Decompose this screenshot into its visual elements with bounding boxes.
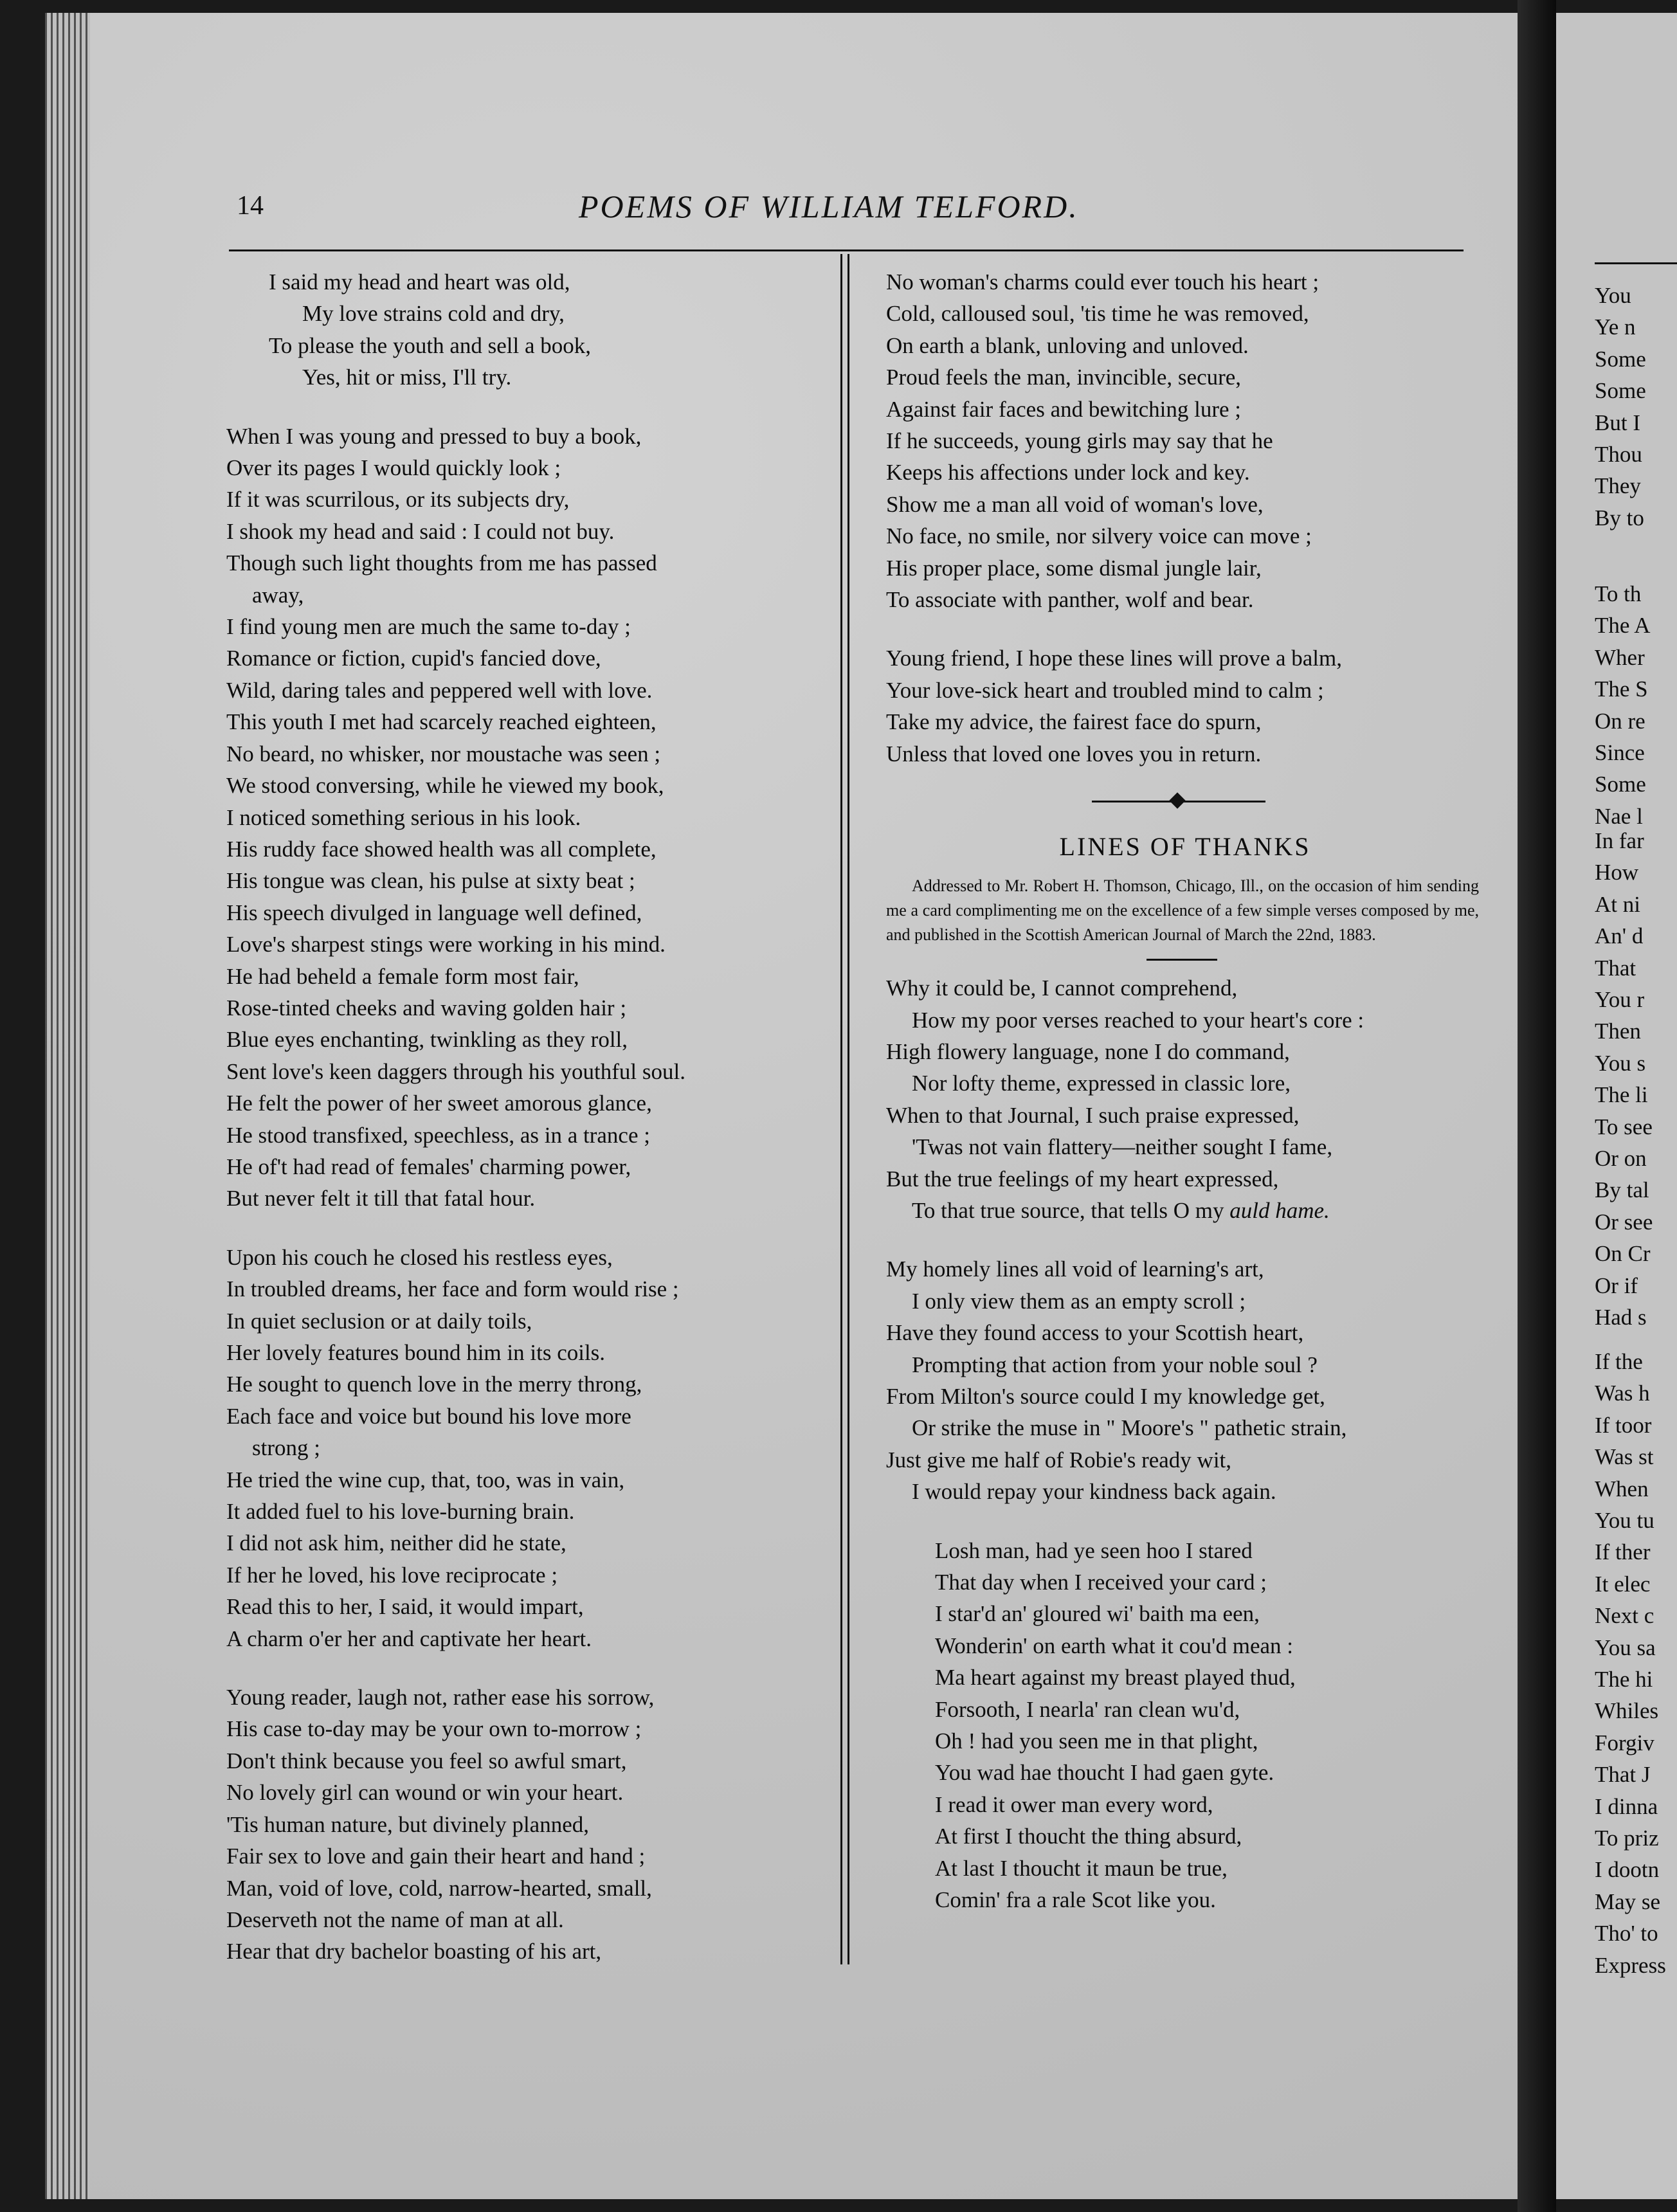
stanza-gap [226,1215,818,1242]
facing-page-line-fragment: You tu [1595,1508,1654,1533]
poem-line: Upon his couch he closed his restless eyes, [226,1244,613,1270]
facing-page-line-fragment: The li [1595,1082,1648,1108]
facing-page-line-fragment: At ni [1595,891,1640,917]
facing-page-line-fragment: Express [1595,1952,1666,1978]
stanza-gap [886,1226,1484,1253]
poem-line: Just give me half of Robie's ready wit, [886,1447,1232,1473]
facing-page-line-fragment: If toor [1595,1412,1652,1438]
poem-line: My love strains cold and dry, [302,301,565,327]
poem-line: Man, void of love, cold, narrow-hearted, small, [226,1875,652,1901]
thanks-stanza-2 [886,1253,1484,1507]
facing-page-line-fragment: Wher [1595,644,1645,670]
facing-page-line-fragment: But I [1595,410,1640,435]
poem-line: Keeps his affections under lock and key. [886,460,1250,485]
facing-page-line-fragment: On Cr [1595,1241,1651,1267]
poem-line: It added fuel to his love-burning brain. [226,1499,575,1525]
stanza [226,1242,818,1654]
poem-line: Fair sex to love and gain their heart and hand ; [226,1844,646,1869]
facing-page-line-fragment: Or if [1595,1273,1638,1298]
facing-page-line-fragment: The A [1595,613,1651,639]
poem-conclusion [886,266,1484,770]
facing-page-line-fragment: Then [1595,1019,1641,1044]
poem-line: Show me a man all void of woman's love, [886,491,1264,517]
facing-page-line-fragment: Nae l [1595,803,1643,829]
facing-page-fragment [1556,13,1677,2199]
poem-line: Have they found access to your Scottish heart, [886,1320,1304,1346]
facing-page-line-fragment: Next c [1595,1603,1654,1629]
book-gutter [1518,0,1556,2212]
page-number: 14 [237,191,264,221]
facing-page-line-fragment: How [1595,860,1639,885]
poem-line: Forsooth, I nearla' ran clean wu'd, [935,1696,1240,1722]
poem-line: away, [252,582,304,608]
poem-line: Her lovely features bound him in its coils. [226,1340,606,1365]
facing-page-line-fragment: Forgiv [1595,1730,1654,1755]
poem-line: I find young men are much the same to-day ; [226,614,631,640]
poem-line: Cold, calloused soul, 'tis time he was removed, [886,301,1309,327]
poem-line: His proper place, some dismal jungle lair, [886,555,1262,581]
right-column [886,266,1484,1916]
poem-line: He stood transfixed, speechless, as in a trance ; [226,1122,650,1148]
poem-line: Or strike the muse in " Moore's " pathetic strain, [912,1415,1347,1441]
poem-line: Comin' fra a rale Scot like you. [935,1887,1216,1913]
poem-line: To please the youth and sell a book, [269,332,592,358]
stanza [226,266,818,394]
facing-page-line-fragment: To see [1595,1114,1653,1139]
stanza-gap [226,1654,818,1682]
poem-line-italic: auld hame. [1229,1197,1330,1223]
poem-line: Your love-sick heart and troubled mind to calm ; [886,677,1324,703]
poem-line: To associate with panther, wolf and bear. [886,587,1254,613]
diamond-ornament-icon [1169,792,1185,808]
facing-page-line-fragment: Some [1595,378,1646,404]
facing-page-line-fragment: Was h [1595,1381,1650,1406]
poem-line: strong ; [252,1435,320,1461]
poem-line: Hear that dry bachelor boasting of his art, [226,1939,602,1964]
poem-line: Young reader, laugh not, rather ease his sorrow, [226,1685,655,1710]
poem-line: I did not ask him, neither did he state, [226,1530,567,1556]
poem-line: Though such light thoughts from me has passed [226,550,657,576]
poem-line: I star'd an' gloured wi' baith ma een, [935,1601,1260,1627]
poem-line: But the true feelings of my heart expressed, [886,1166,1279,1192]
poem-line: I said my head and heart was old, [269,269,570,295]
scots-stanza [886,1535,1484,1916]
facing-page-line-fragment: I dinna [1595,1793,1658,1819]
poem-line: Unless that loved one loves you in return. [886,741,1262,766]
poem-line: Proud feels the man, invincible, secure, [886,365,1242,390]
poem-line: A charm o'er her and captivate her heart. [226,1626,592,1651]
column-divider [840,254,849,1964]
poem-line: He of't had read of females' charming power, [226,1154,631,1179]
facing-page-line-fragment: Some [1595,346,1646,372]
facing-page-line-fragment: Was st [1595,1444,1654,1470]
poem-line: I shook my head and said : I could not buy. [226,518,615,544]
poem-line: This youth I met had scarcely reached eighteen, [226,709,657,735]
poem-line: At first I thoucht the thing absurd, [935,1824,1242,1849]
poem-line: His ruddy face showed health was all complete, [226,836,657,862]
running-head: POEMS OF WILLIAM TELFORD. [579,188,1079,224]
poem-line: But never felt it till that fatal hour. [226,1186,536,1211]
facing-page-line-fragment: Had s [1595,1305,1647,1330]
facing-page-line-fragment: I dootn [1595,1857,1660,1883]
poem-line: Against fair faces and bewitching lure ; [886,396,1242,422]
facing-page-line-fragment: That [1595,955,1636,981]
facing-page-line-fragment: To th [1595,581,1642,606]
stanza-gap [226,394,818,421]
stanza [226,1682,818,1968]
poem-line: In troubled dreams, her face and form would rise ; [226,1276,679,1302]
poem-line: Blue eyes enchanting, twinkling as they roll, [226,1027,628,1053]
stanza-gap [886,615,1484,642]
thanks-stanza-1 [886,972,1484,1195]
facing-page-line-fragment: Thou [1595,442,1642,467]
facing-page-rule [1595,262,1677,264]
poem-line: If he succeeds, young girls may say that he [886,428,1273,454]
section-title: LINES OF THANKS [1059,832,1311,862]
facing-page-line-fragment: On re [1595,708,1645,734]
poem-line: I only view them as an empty scroll ; [912,1288,1246,1314]
poem-line: Nor lofty theme, expressed in classic lore, [912,1071,1291,1096]
poem-line: Each face and voice but bound his love more [226,1403,631,1429]
poem-line: Young friend, I hope these lines will prove a balm, [886,646,1342,671]
poem-line: When I was young and pressed to buy a book, [226,423,642,449]
facing-page-line-fragment: To priz [1595,1826,1659,1851]
poem-line-text: To that true source, that tells O my [912,1197,1230,1223]
poem-line: In quiet seclusion or at daily toils, [226,1308,532,1334]
stanza [886,266,1484,615]
facing-page-line-fragment: The S [1595,676,1648,702]
facing-page-line-fragment: An' d [1595,923,1644,949]
facing-page-line-fragment: Tho' to [1595,1921,1658,1946]
poem-line: Rose-tinted cheeks and waving golden hair ; [226,995,627,1020]
poem-line: He had beheld a female form most fair, [226,963,579,989]
poem-line: Over its pages I would quickly look ; [226,455,561,481]
facing-page-line-fragment: If ther [1595,1539,1651,1565]
poem-line: Oh ! had you seen me in that plight, [935,1728,1258,1754]
poem-line: He felt the power of her sweet amorous glance, [226,1091,652,1116]
facing-page-line-fragment: Ye n [1595,314,1636,340]
facing-page-line-fragment: Or on [1595,1146,1647,1171]
facing-page-line-fragment: By to [1595,505,1644,530]
facing-page-line-fragment: It elec [1595,1571,1651,1597]
facing-page-line-fragment: Some [1595,772,1646,797]
poem-line: His case to-day may be your own to-morrow ; [226,1716,642,1742]
facing-page-line-fragment: When [1595,1476,1649,1501]
poem-line: From Milton's source could I my knowledge get, [886,1383,1325,1409]
facing-page-line-fragment: That J [1595,1762,1651,1788]
poem-line: 'Tis human nature, but divinely planned, [226,1811,589,1837]
facing-page-line-fragment: Whiles [1595,1698,1659,1724]
facing-page-line-fragment: If the [1595,1349,1643,1374]
poem-line: Read this to her, I said, it would impart, [226,1594,584,1620]
poem-line: You wad hae thoucht I had gaen gyte. [935,1760,1274,1786]
poem-line: If her he loved, his love reciprocate ; [226,1562,558,1588]
poem-line: On earth a blank, unloving and unloved. [886,332,1249,358]
poem-line: Losh man, had ye seen hoo I stared [935,1537,1253,1563]
poem-line: At last I thoucht it maun be true, [935,1855,1228,1881]
poem-line: No face, no smile, nor silvery voice can move ; [886,523,1312,549]
poem-line: No beard, no whisker, nor moustache was seen ; [226,741,661,766]
facing-page-line-fragment: You s [1595,1050,1646,1076]
facing-page-line-fragment: The hi [1595,1667,1653,1692]
poem-line: Wild, daring tales and peppered well with love. [226,677,653,703]
poem-line: He sought to quench love in the merry throng, [226,1372,642,1397]
section-ornament [886,789,1484,815]
poem-line: His speech divulged in language well defined, [226,900,642,925]
poem-line: He tried the wine cup, that, too, was in vain, [226,1467,625,1492]
facing-page-line-fragment: You r [1595,987,1645,1012]
facing-page-line-fragment: You sa [1595,1635,1656,1660]
poem-line: No woman's charms could ever touch his heart ; [886,269,1319,295]
poem-line: When to that Journal, I such praise expressed, [886,1102,1300,1128]
poem-line: I would repay your kindness back again. [912,1479,1276,1505]
poem-line: Sent love's keen daggers through his youthful soul. [226,1058,685,1084]
poem-line: No lovely girl can wound or win your heart. [226,1780,624,1806]
poem-line: Love's sharpest stings were working in his mind. [226,932,666,957]
poem-line: Yes, hit or miss, I'll try. [302,365,512,390]
poem-line: Don't think because you feel so awful smart, [226,1748,627,1773]
poem-line: Wonderin' on earth what it cou'd mean : [935,1633,1293,1658]
poem-line: High flowery language, none I do command, [886,1038,1290,1064]
dedication-rule [1147,959,1217,961]
facing-page-line-fragment: In far [1595,828,1644,853]
poem-line: Why it could be, I cannot comprehend, [886,975,1238,1001]
stanza [886,642,1484,770]
poem-line: I read it ower man every word, [935,1791,1213,1817]
stanza [226,421,818,1215]
facing-page-line-fragment: They [1595,473,1641,499]
poem-line: Prompting that action from your noble soul ? [912,1352,1318,1377]
poem-line: How my poor verses reached to your heart's core : [912,1007,1364,1033]
facing-page-line-fragment: Or see [1595,1209,1653,1235]
left-column [226,266,818,1968]
facing-page-line-fragment: Since [1595,740,1645,765]
page-edge-stack [45,13,90,2199]
poem-line: His tongue was clean, his pulse at sixty beat ; [226,868,635,894]
poem-line: Romance or fiction, cupid's fancied dove, [226,646,601,671]
poem-line: 'Twas not vain flattery—neither sought I fame, [912,1134,1333,1160]
poem-line: Deserveth not the name of man at all. [226,1907,564,1932]
poem-line: I noticed something serious in his look. [226,804,581,830]
facing-page-line-fragment: May se [1595,1889,1661,1914]
poem-line [886,1195,1484,1226]
poem-line: That day when I received your card ; [935,1570,1267,1595]
stanza-gap [886,1508,1484,1535]
poem-line: Take my advice, the fairest face do spurn, [886,709,1262,735]
poem-line: My homely lines all void of learning's art, [886,1256,1264,1282]
poem-line: If it was scurrilous, or its subjects dry, [226,487,570,512]
facing-page-line-fragment: You [1595,283,1631,308]
poem-line: We stood conversing, while he viewed my book, [226,773,664,799]
poem-line: Ma heart against my breast played thud, [935,1665,1296,1691]
dedication-note: Addressed to Mr. Robert H. Thomson, Chicago, Ill., on the occasion of him sending me a card complimenting me on the excellence of a few simple verses composed by me, and published in the Scottish American Journal of March the 22nd, 1883. [886,876,1479,945]
header-rule [229,249,1464,251]
facing-page-line-fragment: By tal [1595,1177,1649,1203]
